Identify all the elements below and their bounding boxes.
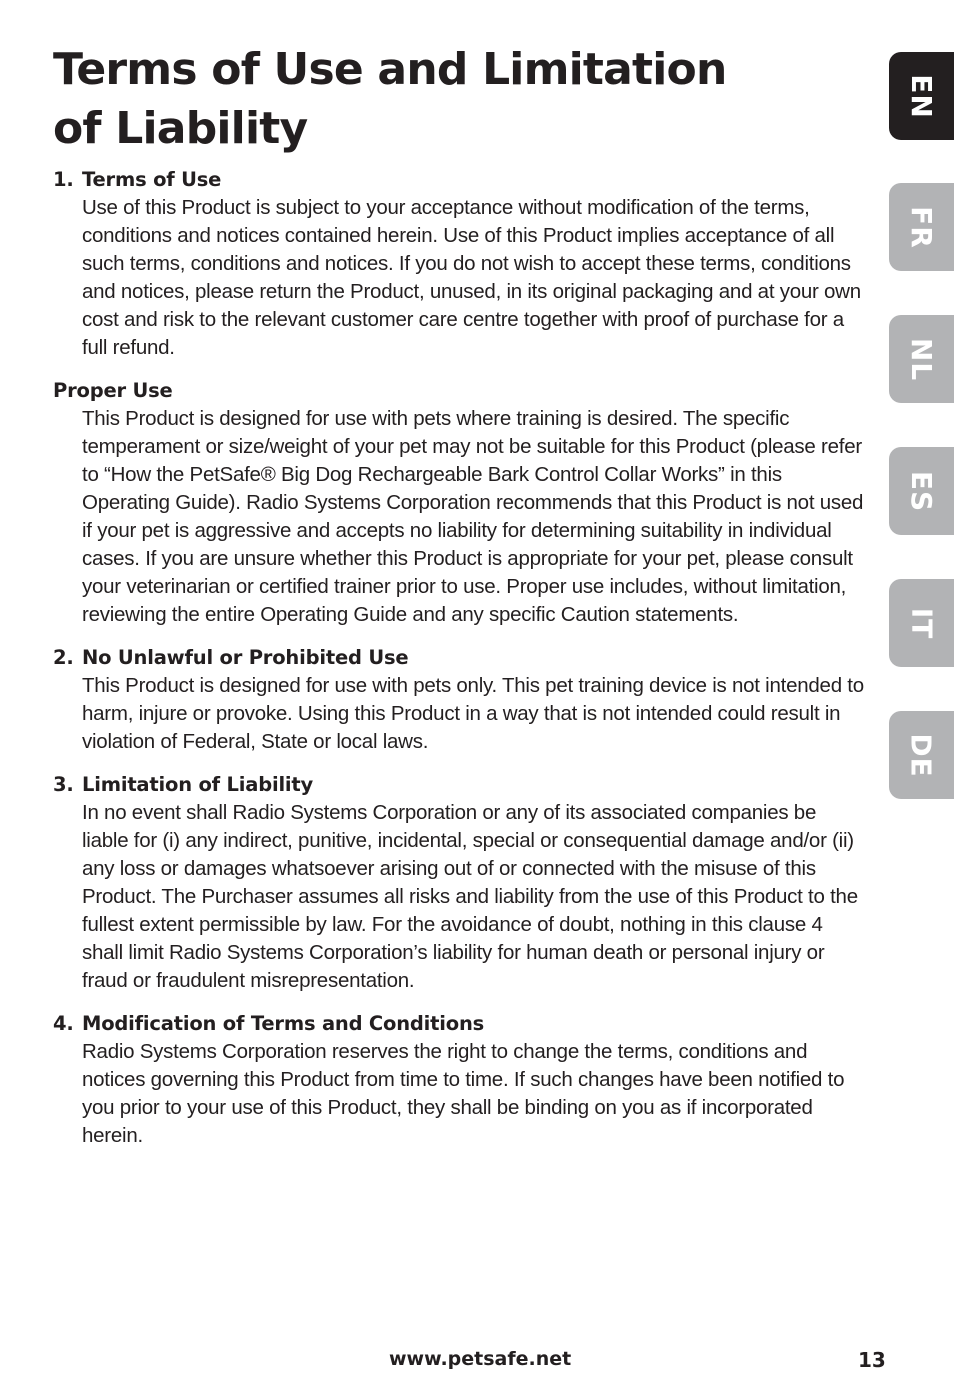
section-title: Limitation of Liability [82, 773, 314, 796]
section-body: This Product is designed for use with pets only. This pet training device is not intended to harm, injure or provoke. Using this Product in a way that is not intended could result in violation of Federal, State or local laws. [82, 674, 864, 753]
section-title: Modification of Terms and Conditions [82, 1012, 485, 1035]
section-body: Radio Systems Corporation reserves the right to change the terms, conditions and notices governing this Product from time to time. If such changes have been notified to you prior to your use of this Product, they shall be binding on you as if incorporated herein. [82, 1040, 845, 1147]
tab-language-de[interactable] [889, 711, 954, 799]
tab-language-es[interactable] [889, 447, 954, 535]
section-title: Terms of Use [82, 168, 222, 191]
tab-language-en[interactable] [889, 52, 954, 140]
section-body: This Product is designed for use with pets where training is desired. The specific temperament or size/weight of your pet may not be suitable for this Product (please refer to “How the PetSafe® Big Dog Rechargeable Bark Control Collar Works” in this Operating Guide). Radio Systems Corporation recommends that this Product is not used if your pet is aggressive and accepts no liability for determining suitability in individual cases. If you are unsure whether this Product is appropriate for your pet, please consult your veterinarian or certified trainer prior to use. Proper use includes, without limitation, reviewing the entire Operating Guide and any specific Caution statements. [82, 407, 864, 626]
footer-url: www.petsafe.net [389, 1348, 572, 1370]
tab-language-it[interactable] [889, 579, 954, 667]
section-title: Proper Use [53, 379, 173, 402]
section-body: Use of this Product is subject to your acceptance without modification of the terms, conditions and notices contained herein. Use of this Product implies acceptance of all such terms, conditions and notices. If you do not wish to accept these terms, conditions and notices, please return the Product, unused, in its original packaging and at your own cost and risk to the relevant customer care centre together with proof of purchase for a full refund. [82, 196, 861, 359]
page-title-line-2: of Liability [53, 103, 308, 154]
section-body: In no event shall Radio Systems Corporation or any of its associated companies be liable for (i) any indirect, punitive, incidental, special or consequential damage and/or (ii) any loss or damages whatsoever arising out of or connected with the misuse of this Product. The Purchaser assumes all risks and liability from the use of this Product to the fullest extent permissible by law. For the avoidance of doubt, nothing in this clause 4 shall limit Radio Systems Corporation’s liability for human death or personal injury or fraud or fraudulent misrepresentation. [82, 801, 858, 992]
section-number: 1. [53, 168, 74, 191]
section-modification-of-terms [53, 1010, 865, 1150]
section-no-unlawful-use [53, 644, 865, 756]
tab-language-fr[interactable] [889, 183, 954, 271]
section-title: No Unlawful or Prohibited Use [82, 646, 409, 669]
tab-label: EN [905, 73, 938, 119]
tab-label: ES [904, 470, 938, 512]
tab-label: FR [905, 205, 938, 249]
language-tabs [889, 0, 954, 1400]
page-title-line-1: Terms of Use and Limitation [53, 44, 727, 95]
section-heading [53, 644, 865, 672]
section-proper-use [53, 377, 865, 629]
tab-label: IT [905, 607, 938, 639]
section-heading [53, 771, 865, 799]
tab-label: NL [905, 337, 938, 381]
terms-content [53, 166, 865, 1165]
section-terms-of-use [53, 166, 865, 362]
section-heading [53, 377, 865, 405]
section-number: 2. [53, 646, 74, 669]
page-number: 13 [858, 1348, 886, 1372]
page-title [53, 40, 727, 158]
section-heading [53, 166, 865, 194]
section-limitation-of-liability [53, 771, 865, 995]
section-number: 4. [53, 1012, 74, 1035]
section-number: 3. [53, 773, 74, 796]
tab-language-nl[interactable] [889, 315, 954, 403]
tab-label: DE [905, 732, 938, 778]
section-heading [53, 1010, 865, 1038]
